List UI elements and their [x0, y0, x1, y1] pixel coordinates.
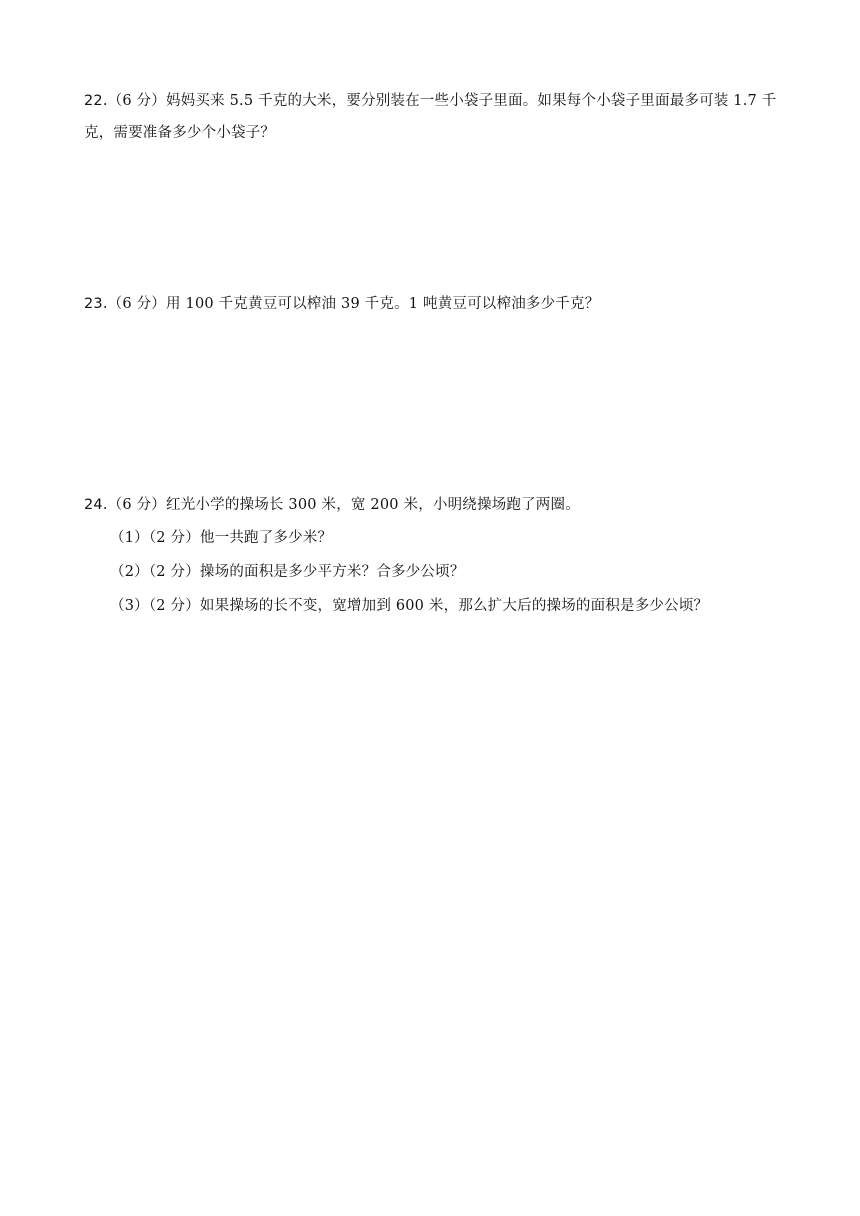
- question-number: 22: [84, 93, 103, 109]
- question-22-line1: 22.（6 分）妈妈买来 5.5 千克的大米，要分别装在一些小袋子里面。如果每个小袋子里面最多可装 1.7 千: [84, 93, 777, 109]
- question-text: 红光小学的操场长 300 米，宽 200 米，小明绕操场跑了两圈。: [166, 497, 580, 513]
- question-score: （6 分）: [107, 93, 167, 109]
- question-text: 妈妈买来 5.5 千克的大米，要分别装在一些小袋子里面。如果每个小袋子里面最多可装 1.7 千: [166, 93, 777, 109]
- subquestion-1: [110, 527, 332, 549]
- subquestion-2: [110, 561, 465, 583]
- question-number: 23: [84, 296, 103, 312]
- question-24: [84, 489, 814, 521]
- question-score: （6 分）: [107, 296, 167, 312]
- question-score: （6 分）: [107, 497, 167, 513]
- subquestion-label: （3）（2 分）: [110, 598, 200, 614]
- question-24-line1: 24.（6 分）红光小学的操场长 300 米，宽 200 米，小明绕操场跑了两圈。: [84, 497, 580, 513]
- subquestion-text: 他一共跑了多少米？: [199, 530, 333, 546]
- question-22-line2: 克，需要准备多少个小袋子？: [84, 125, 276, 141]
- question-number: 24: [84, 497, 103, 513]
- subquestion-text: 操场的面积是多少平方米？合多少公顷？: [199, 564, 465, 580]
- question-text: 用 100 千克黄豆可以榨油 39 千克。1 吨黄豆可以榨油多少千克？: [166, 296, 600, 312]
- subquestion-text: 如果操场的长不变，宽增加到 600 米，那么扩大后的操场的面积是多少公顷？: [199, 598, 709, 614]
- question-23-line1: 23.（6 分）用 100 千克黄豆可以榨油 39 千克。1 吨黄豆可以榨油多少千克？: [84, 296, 600, 312]
- question-22: [84, 85, 814, 149]
- subquestion-label: （1）（2 分）: [110, 530, 200, 546]
- subquestion-3: [110, 595, 708, 617]
- subquestion-label: （2）（2 分）: [110, 564, 200, 580]
- question-23: [84, 288, 814, 320]
